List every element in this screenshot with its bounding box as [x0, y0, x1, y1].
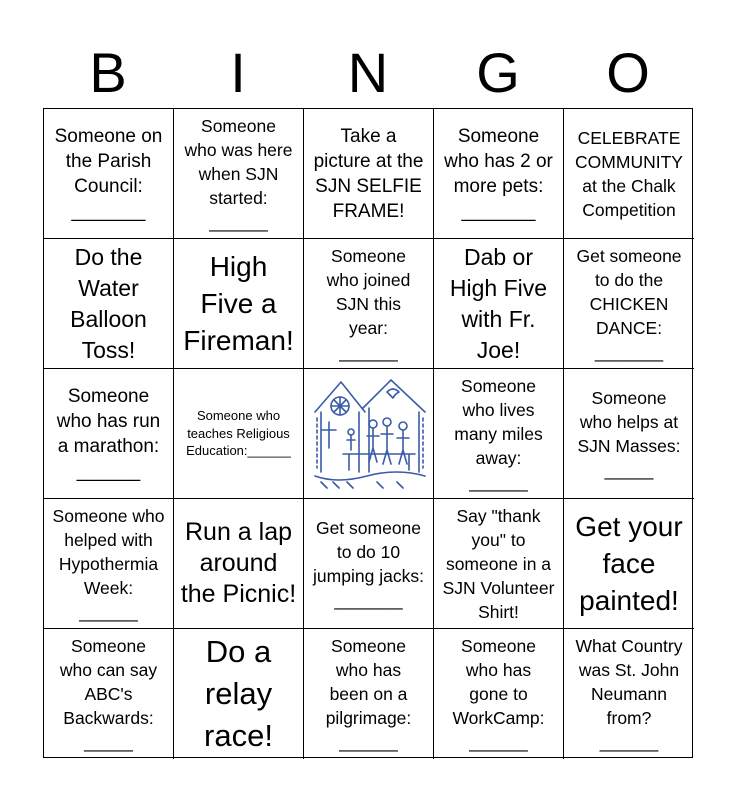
cell-text: Someone who helped with Hypothermia Week: ______	[52, 505, 165, 622]
bingo-cell[interactable]	[174, 369, 304, 499]
cell-text: Someone who was here when SJN started: ______	[184, 115, 293, 232]
bingo-cell[interactable]	[564, 369, 694, 499]
header-letter-n: N	[347, 41, 389, 104]
bingo-cell[interactable]	[564, 239, 694, 369]
header-letter-o: O	[606, 41, 650, 104]
bingo-cell[interactable]	[44, 239, 174, 369]
bingo-cell[interactable]	[304, 629, 434, 759]
bingo-cell[interactable]	[434, 369, 564, 499]
cell-text: Someone who can say ABC's Backwards: _____	[59, 636, 158, 752]
cell-text: Get someone to do the CHICKEN DANCE: _______	[576, 245, 682, 362]
bingo-cell[interactable]	[434, 629, 564, 759]
cell-text: What Country was St. John Neumann from? ______	[575, 636, 683, 752]
bingo-cell[interactable]	[174, 239, 304, 369]
header-letter-i: I	[230, 41, 246, 104]
cell-text: Run a lap around the Picnic!	[180, 518, 297, 608]
cell-text: Someone on the Parish Council: _______	[54, 125, 163, 222]
cell-text: Someone who has gone to WorkCamp: ______	[452, 636, 545, 752]
header-letter-b: B	[89, 41, 127, 104]
cell-text: Take a picture at the SJN SELFIE FRAME!	[313, 125, 424, 222]
bingo-cell[interactable]	[174, 629, 304, 759]
cell-text: Someone who has run a marathon: ______	[56, 385, 161, 482]
cell-text: CELEBRATE COMMUNITY at the Chalk Competition	[575, 127, 683, 220]
bingo-cell[interactable]	[44, 629, 174, 759]
cell-text: Get your face painted!	[575, 511, 683, 616]
bingo-cell[interactable]	[44, 499, 174, 629]
bingo-cell[interactable]	[174, 499, 304, 629]
bingo-cell[interactable]	[44, 109, 174, 239]
header-letter-g: G	[476, 41, 520, 104]
cell-text: Do the Water Balloon Toss!	[70, 243, 147, 363]
bingo-cell[interactable]	[304, 499, 434, 629]
bingo-card-grid	[43, 108, 693, 758]
bingo-cell[interactable]	[304, 109, 434, 239]
bingo-cell[interactable]	[434, 109, 564, 239]
cell-text: Dab or High Five with Fr. Joe!	[449, 243, 548, 363]
bingo-cell[interactable]	[434, 499, 564, 629]
bingo-cell[interactable]	[44, 369, 174, 499]
cell-text: Someone who helps at SJN Masses: _____	[577, 387, 681, 480]
cell-text: Say "thank you" to someone in a SJN Volunteer Shirt!	[442, 505, 555, 622]
bingo-cell[interactable]	[304, 239, 434, 369]
cell-text: Someone who teaches Religious Education:______	[186, 408, 291, 459]
bingo-cell-free-space[interactable]	[304, 369, 434, 499]
bingo-cell[interactable]	[564, 109, 694, 239]
bingo-cell[interactable]	[564, 499, 694, 629]
cell-text: High Five a Fireman!	[183, 251, 294, 356]
cell-text: Someone who has 2 or more pets: _______	[444, 125, 553, 222]
bingo-cell[interactable]	[564, 629, 694, 759]
church-house-logo-icon	[307, 372, 431, 496]
bingo-header	[43, 40, 693, 106]
cell-text: Someone who joined SJN this year: ______	[326, 245, 411, 362]
cell-text: Get someone to do 10 jumping jacks: _______	[313, 517, 424, 610]
cell-text: Someone who has been on a pilgrimage: ______	[325, 636, 412, 752]
cell-text: Someone who lives many miles away: ______	[454, 375, 543, 492]
bingo-cell[interactable]	[434, 239, 564, 369]
cell-text: Do a relay race!	[204, 634, 273, 753]
bingo-cell[interactable]	[174, 109, 304, 239]
